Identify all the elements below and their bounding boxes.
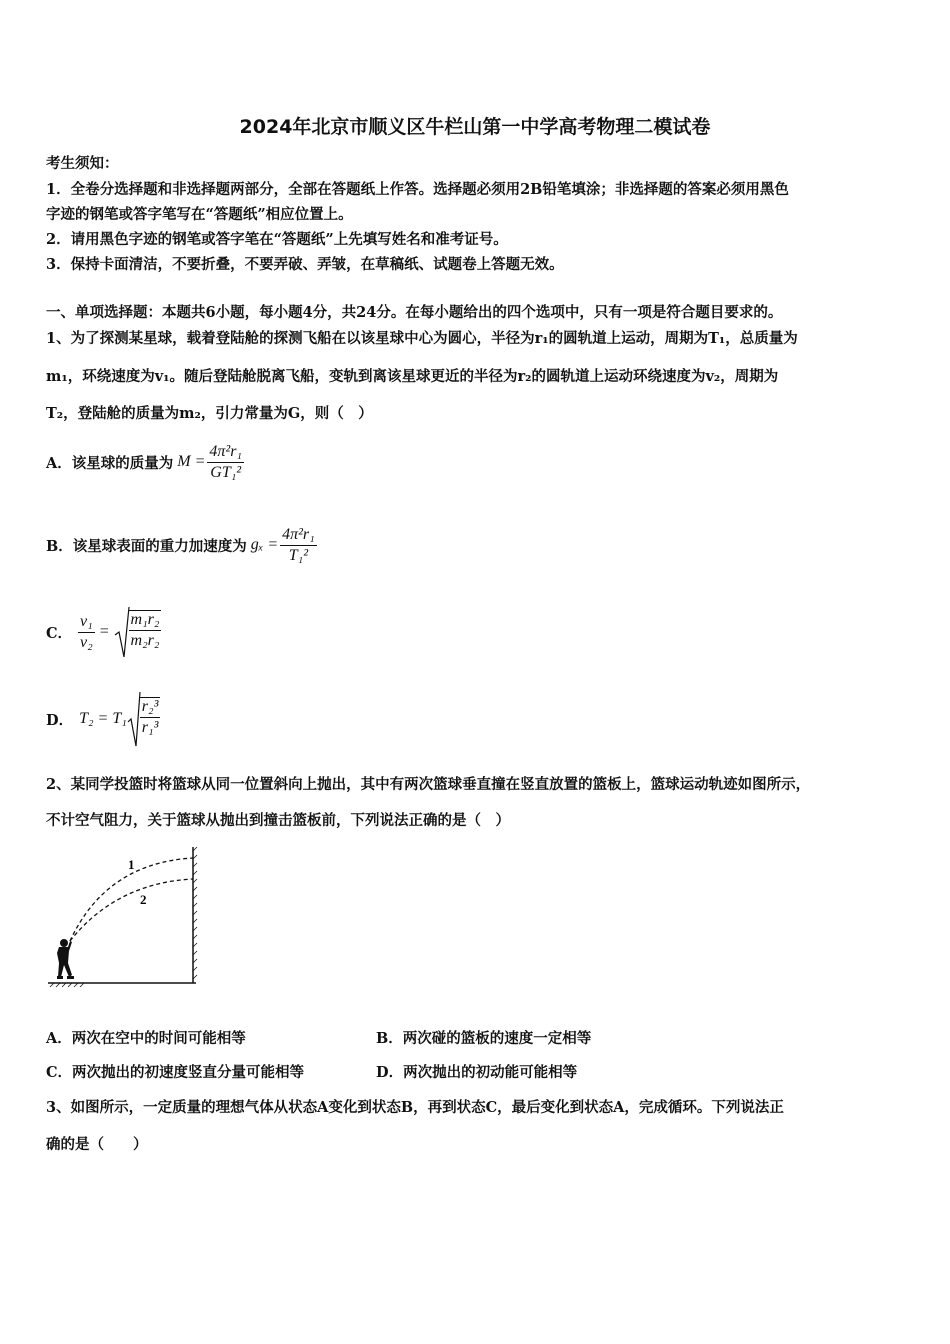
q3-line-1: 3、如图所示，一定质量的理想气体从状态A变化到状态B，再到状态C，最后变化到状态A，完成循环。下列说法正 [46,1099,784,1116]
q2-option-a[interactable]: A．两次在空中的时间可能相等 [46,1030,246,1047]
basketball-trajectory-figure [46,843,206,991]
q3-line-2: 确的是（ ） [46,1136,148,1153]
notice-item-1-line-2: 字迹的钢笔或答字笔写在“答题纸”相应位置上。 [46,206,353,223]
q1-option-b[interactable] [46,520,317,570]
q1-option-c-radicand-den: m₂r₂ [130,632,160,649]
q1-option-b-lhs: gₓ = [250,536,279,553]
q1-option-d-radicand [140,697,161,737]
q1-line-3: T₂，登陆舱的质量为m₂，引力常量为G，则（ ） [46,405,373,422]
player-icon [57,939,74,979]
section-1-heading: 一、单项选择题：本题共6小题，每小题4分，共24分。在每小题给出的四个选项中，只有一项是符合题目要求的。 [46,304,783,321]
q1-option-b-fraction [280,526,317,565]
q1-line-1: 1、为了探测某星球，载着登陆舱的探测飞船在以该星球中心为圆心，半径为r₁的圆轨道上运动，周期为T₁，总质量为 [46,330,798,347]
notice-item-3: 3．保持卡面清洁，不要折叠，不要弄破、弄皱，在草稿纸、试题卷上答题无效。 [46,256,564,273]
q1-option-a[interactable] [46,437,244,487]
q2-option-b[interactable]: B．两次碰的篮板的速度一定相等 [376,1030,592,1047]
notice-item-2: 2．请用黑色字迹的钢笔或答字笔在“答题纸”上先填写姓名和准考证号。 [46,231,508,248]
q1-option-c-fraction [78,613,95,652]
q1-option-d-radicand-num: r₂³ [140,698,161,718]
q2-line-1: 2、某同学投篮时将篮球从同一位置斜向上抛出，其中有两次篮球垂直撞在竖直放置的篮板上，篮球运动轨迹如图所示， [46,776,811,793]
q2-option-c[interactable]: C．两次抛出的初速度竖直分量可能相等 [46,1064,305,1081]
q1-option-b-label: B．该星球表面的重力加速度为 [46,537,247,555]
radical-sign-icon [127,690,141,748]
page-title: 2024年北京市顺义区牛栏山第一中学高考物理二模试卷 [239,116,711,138]
q1-option-d-sqrt [127,690,141,748]
q1-option-c-numerator: v₁ [78,613,95,633]
trajectory-2-label: 2 [140,892,147,907]
q1-option-c-denominator: v₂ [80,633,93,651]
q1-option-b-denominator: T₁² [288,546,309,564]
q1-option-c-equals: = [98,623,110,640]
radical-sign-icon [114,605,130,659]
q1-option-b-numerator: 4π²r₁ [280,526,317,546]
q1-option-d-label: D． [46,711,74,729]
q1-option-d[interactable] [46,688,160,750]
q1-option-c-radicand-num: m₁r₂ [129,611,162,631]
q1-option-d-radicand-den: r₁³ [141,719,159,736]
q1-option-a-denominator: GT₁² [210,463,242,481]
q1-option-a-label: A．该星球的质量为 [46,454,174,472]
q1-option-c[interactable] [46,603,161,661]
trajectory-1-label: 1 [128,857,135,872]
q1-option-a-numerator: 4π²r₁ [207,443,244,463]
q1-option-d-lhs: T₂ = T₁ [79,710,127,727]
q1-option-a-fraction [207,443,244,482]
q2-line-2: 不计空气阻力，关于篮球从抛出到撞击篮板前，下列说法正确的是（ ） [46,812,510,829]
q1-line-2: m₁，环绕速度为v₁。随后登陆舱脱离飞船，变轨到离该星球更近的半径为r₂的圆轨道上运动环绕速度为v₂，周期为 [46,368,779,385]
q1-option-c-sqrt [114,605,130,659]
q1-option-c-label: C． [46,624,73,642]
notice-item-1-line-1: 1．全卷分选择题和非选择题两部分，全部在答题纸上作答。选择题必须用2B铅笔填涂；非选择题的答案必须用黑色 [46,181,789,198]
q2-option-d[interactable]: D．两次抛出的初动能可能相等 [376,1064,578,1081]
q1-option-a-lhs: M = [177,453,206,470]
q1-option-c-radicand [129,610,162,650]
notice-heading: 考生须知： [46,155,119,172]
